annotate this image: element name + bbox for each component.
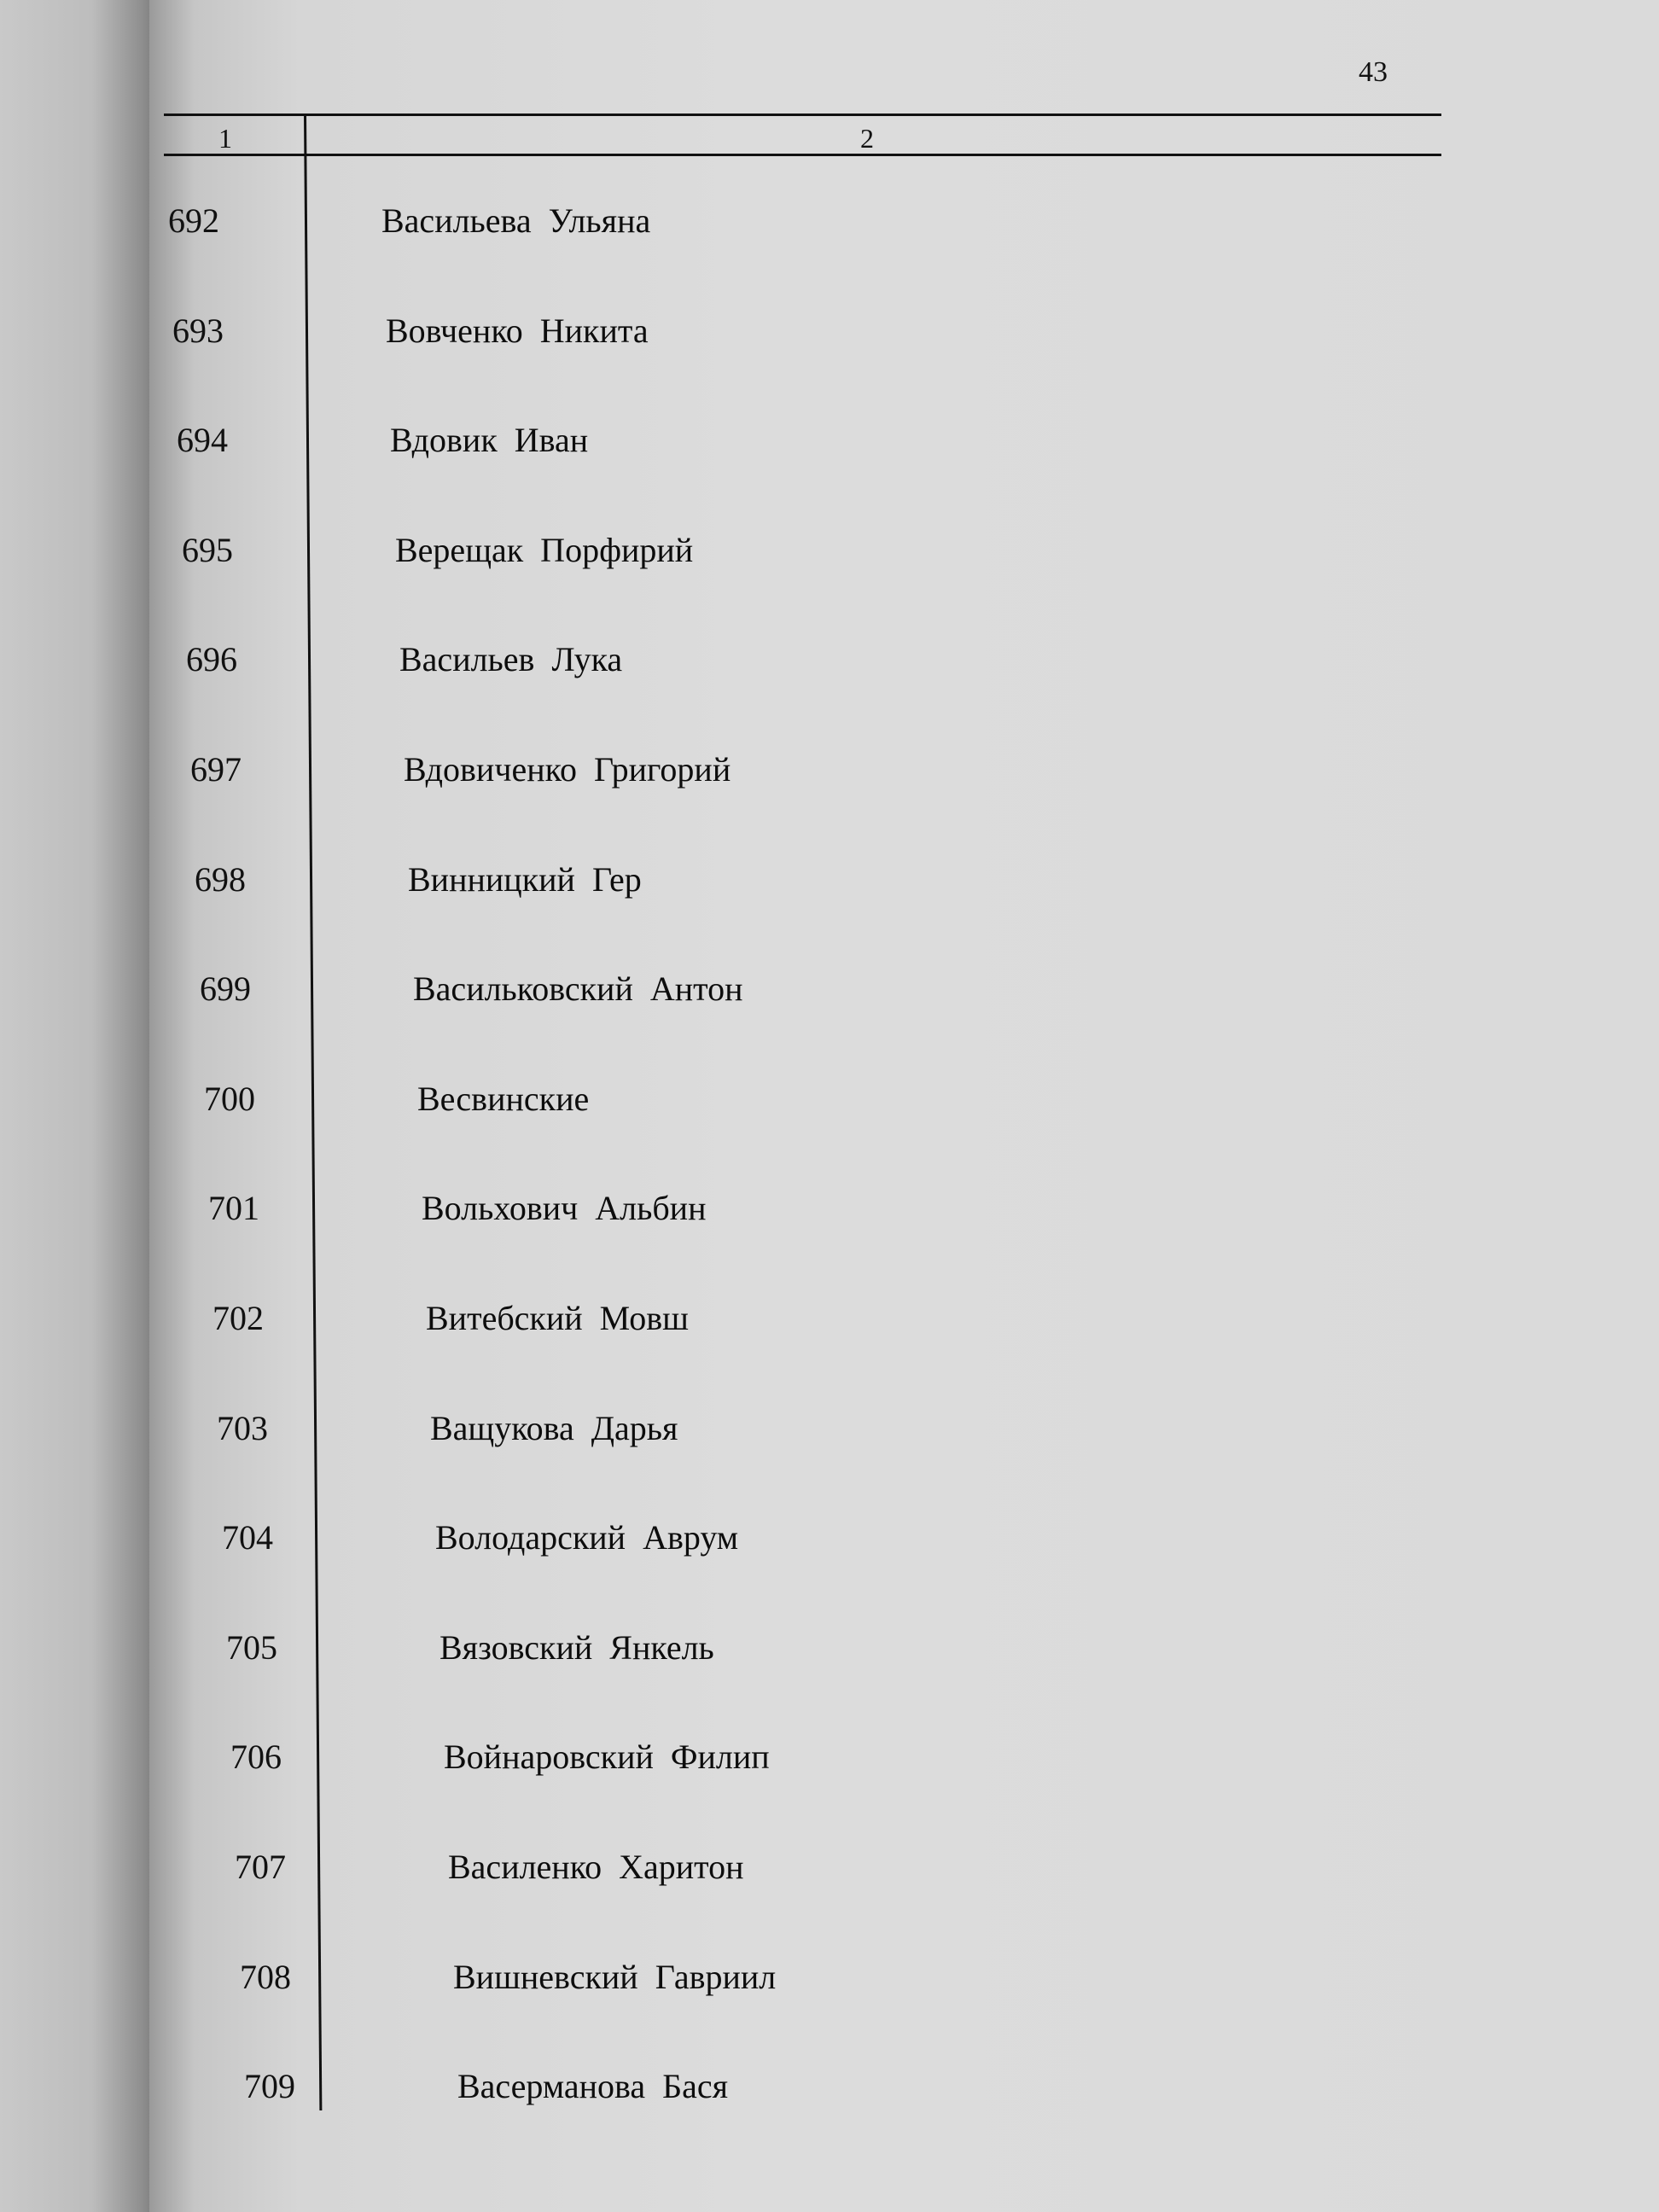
row-number: 695 [182, 531, 233, 569]
row-number: 705 [226, 1628, 277, 1667]
row-number: 694 [177, 421, 228, 459]
document-page [149, 0, 1659, 2212]
row-name: Васильева Ульяна [381, 201, 651, 240]
column-header-2: 2 [860, 123, 874, 154]
row-name: Володарский Аврум [435, 1518, 739, 1557]
row-name: Витебский Мовш [426, 1299, 689, 1337]
row-name: Вдовик Иван [390, 421, 589, 459]
row-number: 709 [244, 2067, 295, 2105]
row-number: 704 [222, 1518, 273, 1557]
row-name: Вовченко Никита [386, 311, 649, 350]
row-number: 701 [208, 1189, 259, 1227]
row-number: 700 [204, 1080, 255, 1118]
row-name: Вольхович Альбин [422, 1189, 707, 1227]
row-name: Верещак Порфирий [395, 531, 694, 569]
book-gutter [0, 0, 166, 2212]
row-number: 693 [172, 311, 224, 350]
page-number: 43 [1359, 56, 1388, 88]
row-name: Васерманова Бася [457, 2067, 729, 2105]
table-top-rule [164, 114, 1441, 116]
row-number: 699 [200, 969, 251, 1008]
row-number: 707 [235, 1848, 286, 1886]
row-name: Васильковский Антон [413, 969, 743, 1008]
row-name: Вязовский Янкель [439, 1628, 714, 1667]
table-header-rule [164, 154, 1441, 156]
column-header-1: 1 [218, 123, 232, 154]
row-name: Весвинские [417, 1080, 590, 1118]
row-number: 702 [212, 1299, 264, 1337]
row-name: Василенко Харитон [448, 1848, 744, 1886]
row-name: Винницкий Гер [408, 860, 642, 899]
row-name: Васильев Лука [399, 640, 623, 678]
row-name: Ващукова Дарья [430, 1409, 678, 1447]
row-number: 706 [230, 1738, 282, 1776]
row-name: Вишневский Гавриил [453, 1958, 777, 1996]
row-number: 698 [195, 860, 246, 899]
row-number: 696 [186, 640, 237, 678]
row-name: Вдовиченко Григорий [404, 750, 731, 789]
row-number: 703 [217, 1409, 268, 1447]
row-number: 708 [240, 1958, 291, 1996]
row-number: 697 [190, 750, 242, 789]
row-number: 692 [168, 201, 219, 240]
row-name: Войнаровский Филип [444, 1738, 770, 1776]
